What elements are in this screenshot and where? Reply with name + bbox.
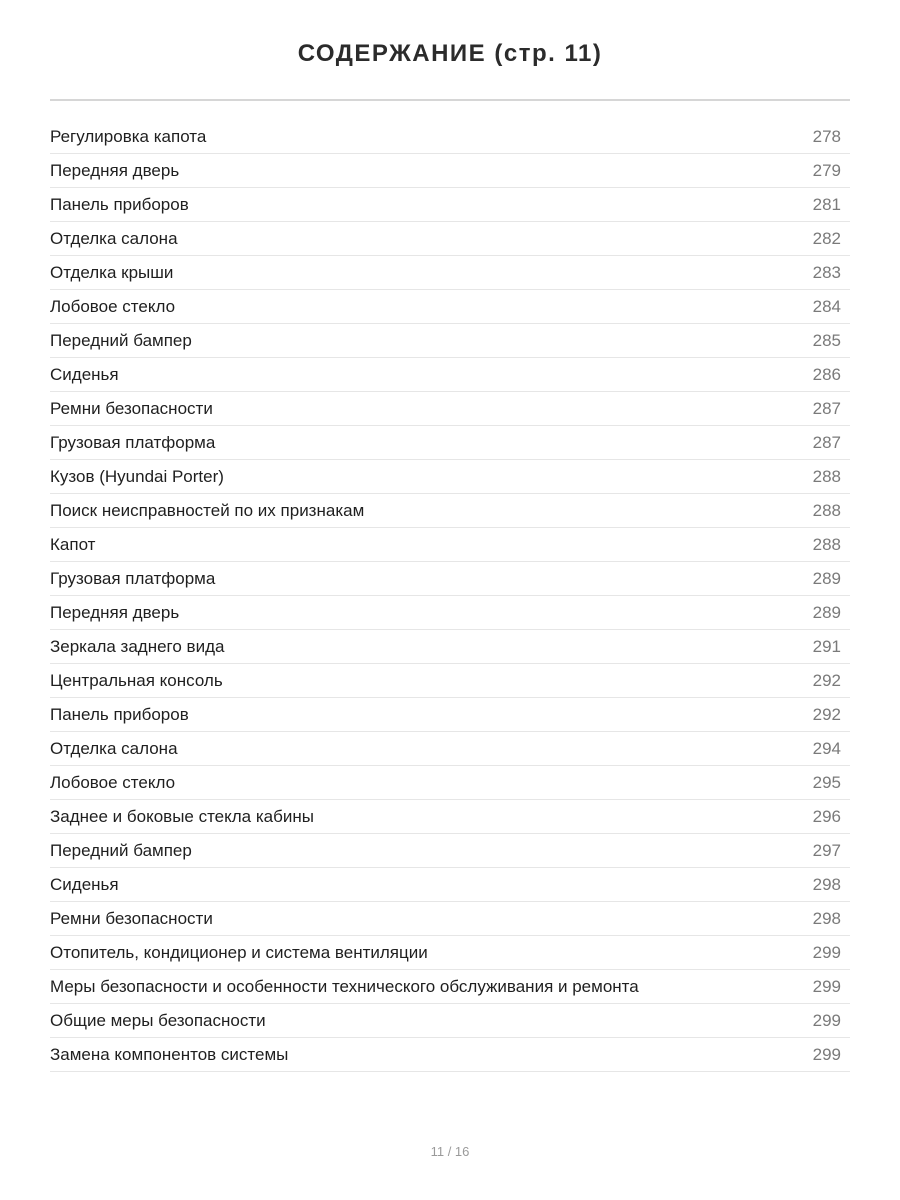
toc-entry-page-number: 279: [812, 160, 841, 180]
toc-entry-title: Меры безопасности и особенности технического обслуживания и ремонта: [50, 976, 639, 996]
toc-entry-page-number: 299: [812, 1044, 841, 1064]
toc-entry-title: Ремни безопасности: [50, 908, 213, 928]
toc-entry-title: Замена компонентов системы: [50, 1044, 289, 1064]
toc-entry[interactable]: [50, 902, 850, 936]
toc-entry-title: Сиденья: [50, 874, 119, 894]
toc-entry-page-number: 292: [812, 704, 841, 724]
toc-entry-page-number: 295: [812, 772, 841, 792]
toc-entry[interactable]: [50, 936, 850, 970]
toc-entry[interactable]: [50, 222, 850, 256]
toc-entry-title: Отделка салона: [50, 738, 178, 758]
toc-entry-page-number: 291: [812, 636, 841, 656]
toc-entry[interactable]: [50, 1038, 850, 1072]
toc-entry-title: Регулировка капота: [50, 126, 207, 146]
toc-entry-page-number: 281: [812, 194, 841, 214]
toc-entry-title: Общие меры безопасности: [50, 1010, 266, 1030]
toc-entry-page-number: 298: [812, 908, 841, 928]
toc-entry-title: Центральная консоль: [50, 670, 223, 690]
toc-entry-title: Лобовое стекло: [50, 772, 176, 792]
toc-entry-page-number: 289: [812, 602, 841, 622]
toc-entry-page-number: 278: [812, 126, 841, 146]
toc-entry-page-number: 288: [812, 466, 841, 486]
toc-entry[interactable]: [50, 256, 850, 290]
toc-entry-page-number: 292: [812, 670, 841, 690]
toc-entry-page-number: 299: [812, 942, 841, 962]
toc-entry-title: Отопитель, кондиционер и система вентиляции: [50, 942, 428, 962]
toc-entry-title: Передний бампер: [50, 330, 192, 350]
toc-entry[interactable]: [50, 188, 850, 222]
toc-entry[interactable]: [50, 120, 850, 154]
toc-entry-page-number: 299: [812, 976, 841, 996]
toc-entry-title: Передняя дверь: [50, 602, 180, 622]
toc-entry[interactable]: [50, 698, 850, 732]
toc-entry-title: Передняя дверь: [50, 160, 180, 180]
toc-entry-page-number: 288: [812, 534, 841, 554]
page-indicator: 11 / 16: [430, 1144, 470, 1159]
toc-entry[interactable]: [50, 732, 850, 766]
toc-entry[interactable]: [50, 868, 850, 902]
toc-entry-page-number: 287: [812, 432, 841, 452]
toc-entry[interactable]: [50, 324, 850, 358]
toc-entry-page-number: 298: [812, 874, 841, 894]
toc-entry-title: Грузовая платформа: [50, 568, 216, 588]
toc-entry-page-number: 294: [812, 738, 841, 758]
title-divider: [50, 99, 850, 101]
toc-list: [50, 120, 850, 1072]
toc-entry[interactable]: [50, 460, 850, 494]
toc-entry[interactable]: [50, 630, 850, 664]
toc-entry-title: Передний бампер: [50, 840, 192, 860]
toc-entry-page-number: 287: [812, 398, 841, 418]
toc-entry-page-number: 282: [812, 228, 841, 248]
toc-entry-title: Поиск неисправностей по их признакам: [50, 500, 365, 520]
toc-entry-title: Кузов (Hyundai Porter): [50, 466, 224, 486]
toc-entry-title: Отделка крыши: [50, 262, 174, 282]
toc-entry[interactable]: [50, 528, 850, 562]
toc-entry-title: Лобовое стекло: [50, 296, 176, 316]
toc-entry[interactable]: [50, 596, 850, 630]
toc-entry[interactable]: [50, 562, 850, 596]
toc-entry[interactable]: [50, 426, 850, 460]
toc-entry[interactable]: [50, 494, 850, 528]
toc-entry-title: Панель приборов: [50, 704, 189, 724]
page-title: СОДЕРЖАНИЕ (стр. 11): [297, 40, 603, 67]
toc-entry-title: Капот: [50, 534, 96, 554]
toc-entry[interactable]: [50, 1004, 850, 1038]
toc-entry[interactable]: [50, 800, 850, 834]
toc-entry-title: Заднее и боковые стекла кабины: [50, 806, 314, 826]
toc-entry-page-number: 299: [812, 1010, 841, 1030]
toc-entry-title: Ремни безопасности: [50, 398, 213, 418]
toc-entry-page-number: 286: [812, 364, 841, 384]
toc-entry-page-number: 283: [812, 262, 841, 282]
toc-entry-page-number: 289: [812, 568, 841, 588]
toc-entry[interactable]: [50, 154, 850, 188]
toc-entry-page-number: 288: [812, 500, 841, 520]
toc-entry[interactable]: [50, 766, 850, 800]
toc-entry-page-number: 285: [812, 330, 841, 350]
toc-entry-title: Отделка салона: [50, 228, 178, 248]
toc-entry[interactable]: [50, 664, 850, 698]
toc-entry[interactable]: [50, 358, 850, 392]
toc-entry-title: Сиденья: [50, 364, 119, 384]
toc-entry[interactable]: [50, 290, 850, 324]
toc-entry-title: Грузовая платформа: [50, 432, 216, 452]
toc-entry-page-number: 297: [812, 840, 841, 860]
toc-entry-page-number: 296: [812, 806, 841, 826]
toc-entry[interactable]: [50, 392, 850, 426]
toc-entry-title: Зеркала заднего вида: [50, 636, 225, 656]
toc-entry-page-number: 284: [812, 296, 841, 316]
toc-entry-title: Панель приборов: [50, 194, 189, 214]
toc-entry[interactable]: [50, 834, 850, 868]
toc-entry[interactable]: [50, 970, 850, 1004]
